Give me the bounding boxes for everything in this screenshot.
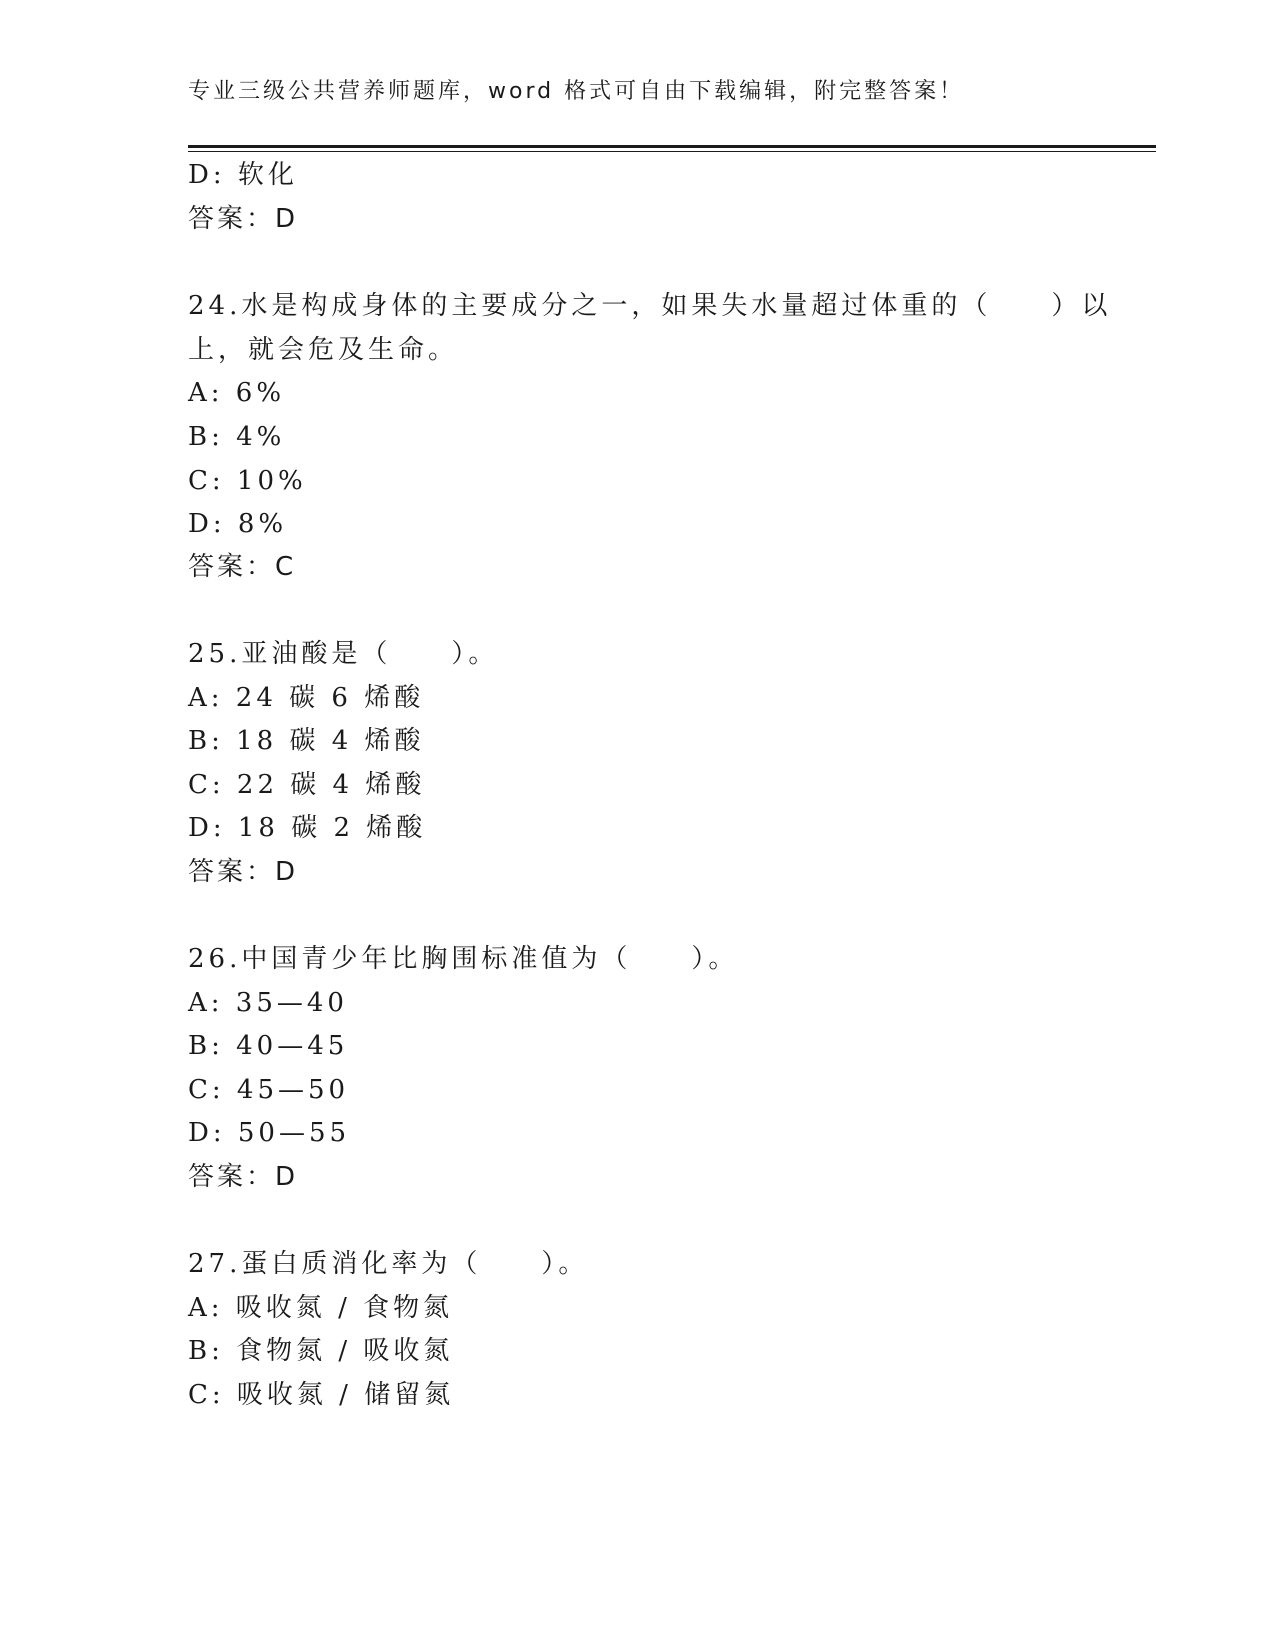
header-rule-thin xyxy=(188,151,1156,152)
option-d: D: 50—55 xyxy=(188,1118,351,1148)
option-c: C: 吸收氮 / 储留氮 xyxy=(188,1380,455,1410)
option-a: A: 35—40 xyxy=(188,988,348,1018)
answer-label: 答案：C xyxy=(188,552,297,582)
question-stem: 27.蛋白质消化率为（ ）。 xyxy=(188,1249,589,1279)
page-header: 专业三级公共营养师题库，word 格式可自由下载编辑，附完整答案！ xyxy=(188,79,965,104)
option-d: D: 8% xyxy=(188,509,288,539)
option-d: D: 18 碳 2 烯酸 xyxy=(188,813,427,843)
question-stem-continued: 上，就会危及生命。 xyxy=(188,335,459,365)
option-b: B: 18 碳 4 烯酸 xyxy=(188,726,425,756)
option-d: D: 软化 xyxy=(188,160,298,190)
option-c: C: 10% xyxy=(188,466,307,496)
question-stem: 26.中国青少年比胸围标准值为（ ）。 xyxy=(188,944,739,974)
option-c: C: 22 碳 4 烯酸 xyxy=(188,770,426,800)
option-a: A: 吸收氮 / 食物氮 xyxy=(188,1293,454,1323)
option-b: B: 食物氮 / 吸收氮 xyxy=(188,1336,454,1366)
option-c: C: 45—50 xyxy=(188,1075,350,1105)
header-rule-thick xyxy=(188,145,1156,148)
answer-label: 答案：D xyxy=(188,857,299,887)
question-stem: 24.水是构成身体的主要成分之一，如果失水量超过体重的（ ）以 xyxy=(188,291,1112,321)
option-a: A: 6% xyxy=(188,378,286,408)
option-a: A: 24 碳 6 烯酸 xyxy=(188,683,425,713)
question-stem: 25.亚油酸是（ ）。 xyxy=(188,639,499,669)
answer-label: 答案：D xyxy=(188,1162,299,1192)
answer-label: 答案：D xyxy=(188,204,299,234)
option-b: B: 40—45 xyxy=(188,1031,349,1061)
option-b: B: 4% xyxy=(188,422,286,452)
